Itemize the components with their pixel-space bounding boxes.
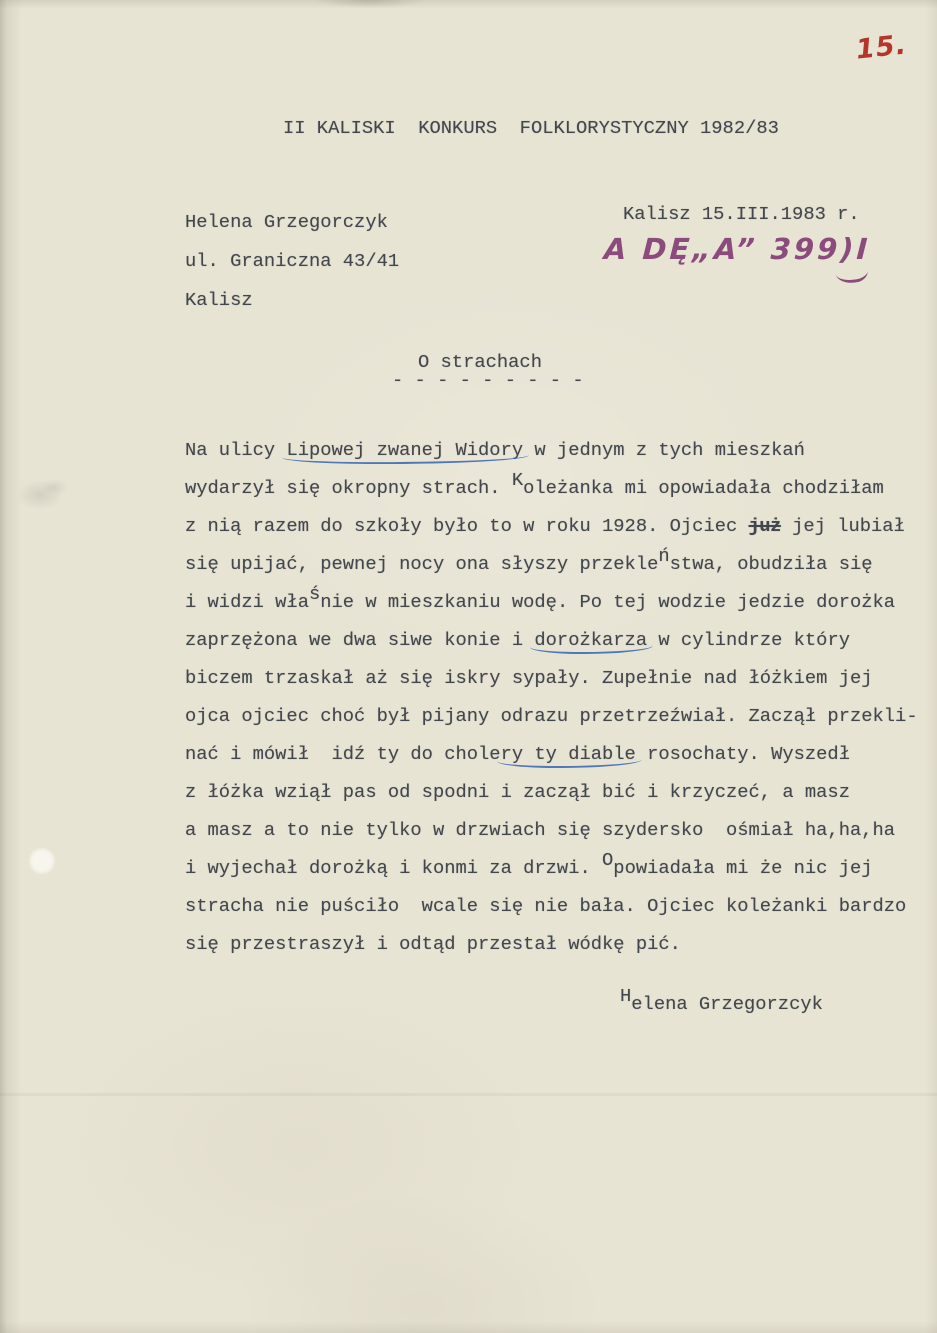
document-title: O strachach (418, 351, 542, 373)
struck-out-word: już (748, 515, 781, 537)
raised-correction-letter: ń (658, 545, 670, 567)
text-segment: rosochaty. Wyszedł (635, 743, 850, 765)
text-segment: nie w mieszkaniu wodę. Po tej wodzie jedzie dorożka (320, 591, 896, 613)
body-line (185, 507, 918, 545)
text-segment: stracha nie puściło wcale się nie bała. Ojciec koleżanki bardzo (185, 895, 907, 917)
blue-pen-underlined-text: Lipowej zwanej Widory (286, 439, 524, 461)
text-segment: się przestraszył i odtąd przestał wódkę pić. (185, 933, 681, 955)
body-line (185, 887, 918, 925)
text-segment: elena Grzegorzcyk (631, 993, 823, 1015)
raised-correction-letter: O (602, 849, 614, 871)
text-segment: Na ulicy (185, 439, 287, 461)
page-number: 15. (854, 29, 909, 66)
document-header-title: II KALISKI KONKURS FOLKLORYSTYCZNY 1982/83 (283, 117, 779, 139)
text-segment: ojca ojciec choć był pijany odrazu przetrzeźwiał. Zaczął przekli- (185, 705, 918, 727)
text-segment: w cylindrze który (647, 629, 850, 651)
body-line (185, 735, 918, 773)
text-segment: z łóżka wziął pas od spodni i zaczął bić i krzyczeć, a masz (185, 781, 850, 803)
body-line (185, 697, 918, 735)
text-segment: oleżanka mi opowiadała chodziłam (523, 477, 884, 499)
text-segment: się upijać, pewnej nocy ona słyszy przekle (185, 553, 659, 575)
blue-pen-underlined-text: dorożkarza (534, 629, 648, 651)
body-line (185, 659, 918, 697)
text-segment: wydarzył się okropny strach. (185, 477, 512, 499)
body-line (185, 925, 918, 963)
body-line (185, 583, 918, 621)
text-segment: nać i mówił idź ty do chole (185, 743, 501, 765)
sender-name: Helena Grzegorczyk (185, 211, 388, 233)
text-segment: i widzi wła (185, 591, 309, 613)
annotation-underline-curl (835, 264, 869, 286)
body-line (185, 773, 918, 811)
text-segment: z nią razem do szkoły było to w roku 1928. Ojciec (185, 515, 749, 537)
text-segment: i wyjechał dorożką i konmi za drzwi. (185, 857, 603, 879)
dateline: Kalisz 15.III.1983 r. (623, 203, 860, 225)
body-text (185, 431, 918, 963)
body-line (185, 621, 918, 659)
raised-correction-letter: ś (308, 583, 321, 605)
signature (620, 985, 823, 1023)
title-dashed-underline: - - - - - - - - - (392, 369, 584, 391)
text-segment: powiadała mi że nic jej (613, 857, 873, 879)
text-segment: stwa, obudziła się (669, 553, 873, 575)
blue-pen-underlined-text: ry ty diable (500, 743, 636, 765)
text-segment: zaprzężona we dwa siwe konie i (185, 629, 535, 651)
text-segment: a masz a to nie tylko w drzwiach się szydersko ośmiał ha,ha,ha (185, 819, 896, 841)
body-line (185, 849, 918, 887)
body-line (185, 811, 918, 849)
raised-correction-letter: K (511, 469, 524, 491)
body-line (185, 431, 918, 469)
text-segment: w jednym z tych mieszkań (523, 439, 805, 461)
body-line (185, 469, 918, 507)
body-line (185, 545, 918, 583)
archive-annotation-handwritten: A DĘ„A” 399)I (603, 232, 872, 266)
sender-city: Kalisz (185, 289, 253, 311)
text-segment: jej lubiał (780, 515, 905, 537)
sender-street: ul. Graniczna 43/41 (185, 250, 400, 272)
text-segment: biczem trzaskał aż się iskry sypały. Zupełnie nad łóżkiem jej (185, 667, 873, 689)
raised-correction-letter: H (620, 985, 632, 1007)
